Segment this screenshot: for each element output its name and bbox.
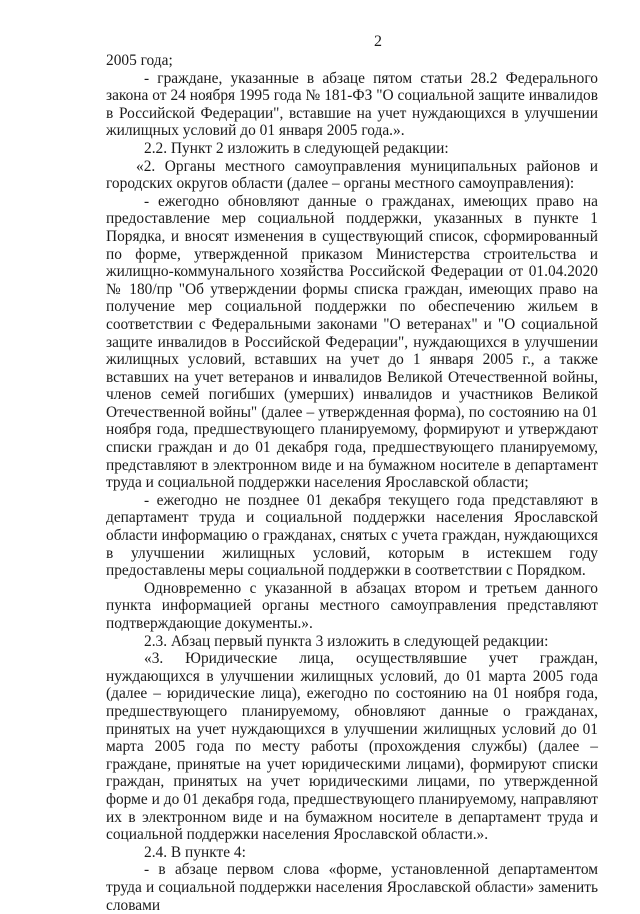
paragraph-legal-entities: «3. Юридические лица, осуществлявшие учет граждан, нуждающихся в улучшении жилищных условий, до 01 марта 2005 года (далее – юридические лица), ежегодно по состоянию на 01 ноября года, предшествующего планируемому, обновляют данные о гражданах, принятых на учет нуждающихся в улучшении жилищных условий до 01 марта 2005 года по месту работы (прохождения службы) (далее – граждане, принятые на учет юридическими лицами), формируют списки граждан, принятых на учет юридическими лицами, по утвержденной форме и до 01 декабря года, предшествующего планируемому, направляют их в электронном виде и на бумажном носителе в департамент труда и социальной поддержки населения Ярославской области.». [106, 650, 598, 844]
document-body [106, 52, 598, 914]
paragraph-first-subparagraph: - в абзаце первом слова «форме, установленной департаментом труда и социальной поддержки населения Ярославской области» заменить словами [106, 861, 598, 914]
paragraph-local-authorities: «2. Органы местного самоуправления муниципальных районов и городских округов области (далее – органы местного самоуправления): [106, 157, 598, 193]
paragraph-annual-update: - ежегодно обновляют данные о гражданах, имеющих право на предоставление мер социальной поддержки, указанных в пункте 1 Порядка, и вносят изменения в существующий список, сформированный по форме, утвержденной приказом Министерства строительства и жилищно-коммунального хозяйства Российской Федерации от 01.04.2020 № 180/пр "Об утверждении формы списка граждан, имеющих право на получение мер социальной поддержки по обеспечению жильем в соответствии с Федеральными законами "О ветеранах" и "О социальной защите инвалидов в Российской Федерации", нуждающихся в улучшении жилищных условий, вставших на учет до 1 января 2005 г., а также вставших на учет ветеранов и инвалидов Великой Отечественной войны, членов семей погибших (умерших) инвалидов и участников Великой Отечественной войны" (далее – утвержденная форма), по состоянию на 01 ноября года, предшествующего планируемому, формируют и утверждают списки граждан и до 01 декабря года, предшествующего планируемому, представляют в электронном виде и на бумажном носителе в департамент труда и социальной поддержки населения Ярославской области; [106, 192, 598, 492]
paragraph-clause-2-2: 2.2. Пункт 2 изложить в следующей редакции: [144, 139, 449, 157]
paragraph-disabled-citizens: - граждане, указанные в абзаце пятом статьи 28.2 Федерального закона от 24 ноября 1995 года № 181-ФЗ "О социальной защите инвалидов в Российской Федерации", вставшие на учет нуждающихся в улучшении жилищных условий до 01 января 2005 года.». [106, 69, 598, 140]
paragraph-december-report: - ежегодно не позднее 01 декабря текущего года представляют в департамент труда и социальной поддержки населения Ярославской области информацию о гражданах, снятых с учета граждан, нуждающихся в улучшении жилищных условий, которым в истекшем году предоставлены меры социальной поддержки в соответствии с Порядком. [106, 491, 598, 580]
paragraph-clause-2-3: 2.3. Абзац первый пункта 3 изложить в следующей редакции: [144, 632, 549, 650]
page-number: 2 [374, 33, 382, 50]
paragraph-clause-2-4: 2.4. В пункте 4: [144, 843, 246, 861]
paragraph-continuation: 2005 года; [106, 52, 173, 69]
paragraph-supporting-documents: Одновременно с указанной в абзацах втором и третьем данного пункта информацией органы местного самоуправления представляют подтверждающие документы.». [106, 579, 598, 632]
